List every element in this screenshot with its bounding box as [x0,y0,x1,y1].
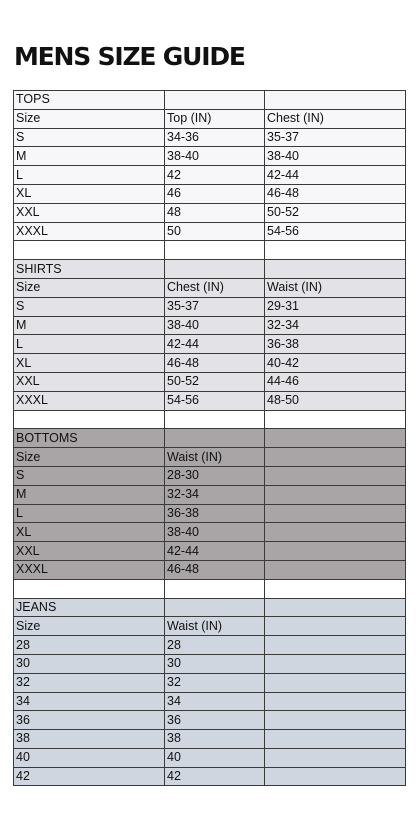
table-cell: 32 [14,673,165,692]
table-cell: 29-31 [265,297,406,316]
table-row [14,767,406,786]
table-row [14,203,406,222]
tops-column-header: Size [14,109,165,128]
empty-cell [265,504,406,523]
table-row [14,372,406,391]
table-cell: S [14,297,165,316]
table-cell: L [14,166,165,185]
table-cell: 50-52 [265,203,406,222]
empty-cell [265,241,406,260]
table-cell: XXL [14,542,165,561]
shirts-heading: SHIRTS [14,260,165,279]
table-row [14,504,406,523]
empty-cell [165,91,265,110]
table-row [14,147,406,166]
table-cell: 46-48 [165,560,265,579]
table-cell: XL [14,523,165,542]
table-cell: 36-38 [165,504,265,523]
table-cell: 50 [165,222,265,241]
empty-cell [265,598,406,617]
table-row [14,636,406,655]
size-guide-body [14,91,406,786]
empty-cell [165,241,265,260]
bottoms-heading: BOTTOMS [14,429,165,448]
table-cell: 30 [165,654,265,673]
table-row [14,485,406,504]
table-cell: 28 [165,636,265,655]
table-cell: 54-56 [165,391,265,410]
table-row [14,166,406,185]
empty-cell [265,523,406,542]
table-cell: 40 [14,748,165,767]
size-guide-table [13,90,406,786]
table-cell: 36-38 [265,335,406,354]
empty-cell [265,692,406,711]
empty-cell [265,410,406,429]
table-cell: 42 [165,767,265,786]
jeans-heading-row [14,598,406,617]
shirts-column-header: Size [14,278,165,297]
table-cell: 38-40 [165,147,265,166]
table-row [14,711,406,730]
table-cell: 50-52 [165,372,265,391]
jeans-column-header: Waist (IN) [165,617,265,636]
bottoms-heading-row [14,429,406,448]
table-cell: 40-42 [265,354,406,373]
table-cell: 46-48 [165,354,265,373]
table-cell: XXXL [14,391,165,410]
spacer-row [14,579,406,598]
table-cell: 34 [14,692,165,711]
empty-cell [165,598,265,617]
empty-cell [265,91,406,110]
table-row [14,297,406,316]
table-cell: S [14,128,165,147]
table-cell: 38-40 [165,523,265,542]
table-cell: 30 [14,654,165,673]
table-row [14,692,406,711]
empty-cell [14,410,165,429]
tops-heading: TOPS [14,91,165,110]
table-cell: 42-44 [165,335,265,354]
empty-cell [265,767,406,786]
table-row [14,335,406,354]
table-cell: 46 [165,184,265,203]
table-row [14,654,406,673]
table-cell: 42-44 [265,166,406,185]
empty-cell [265,617,406,636]
tops-column-header: Chest (IN) [265,109,406,128]
table-row [14,316,406,335]
table-cell: XXL [14,203,165,222]
table-cell: 35-37 [165,297,265,316]
table-cell: 32-34 [165,485,265,504]
table-cell: 28-30 [165,466,265,485]
table-cell: L [14,504,165,523]
table-cell: 42-44 [165,542,265,561]
table-cell: 38-40 [265,147,406,166]
table-cell: 48-50 [265,391,406,410]
shirts-column-header: Chest (IN) [165,278,265,297]
table-cell: 54-56 [265,222,406,241]
empty-cell [165,579,265,598]
table-cell: 44-46 [265,372,406,391]
empty-cell [265,654,406,673]
tops-column-header: Top (IN) [165,109,265,128]
tops-heading-row [14,91,406,110]
shirts-heading-row [14,260,406,279]
bottoms-column-header-row [14,448,406,467]
empty-cell [165,429,265,448]
table-cell: 34 [165,692,265,711]
table-cell: 42 [14,767,165,786]
table-row [14,673,406,692]
table-cell: XL [14,354,165,373]
table-cell: 46-48 [265,184,406,203]
empty-cell [265,429,406,448]
empty-cell [265,560,406,579]
table-cell: XXXL [14,222,165,241]
table-cell: 48 [165,203,265,222]
table-cell: S [14,466,165,485]
table-row [14,354,406,373]
empty-cell [265,730,406,749]
empty-cell [14,241,165,260]
table-cell: 35-37 [265,128,406,147]
table-cell: 28 [14,636,165,655]
jeans-column-header: Size [14,617,165,636]
table-cell: 40 [165,748,265,767]
table-row [14,391,406,410]
jeans-column-header-row [14,617,406,636]
table-row [14,184,406,203]
empty-cell [265,636,406,655]
empty-cell [265,260,406,279]
empty-cell [265,748,406,767]
spacer-row [14,241,406,260]
empty-cell [265,466,406,485]
table-cell: 38 [14,730,165,749]
table-cell: 42 [165,166,265,185]
table-cell: XXL [14,372,165,391]
empty-cell [265,673,406,692]
table-cell: 34-36 [165,128,265,147]
empty-cell [265,711,406,730]
table-row [14,128,406,147]
page-title: MENS SIZE GUIDE [14,42,245,71]
table-row [14,466,406,485]
jeans-heading: JEANS [14,598,165,617]
table-row [14,523,406,542]
bottoms-column-header: Waist (IN) [165,448,265,467]
table-cell: 36 [14,711,165,730]
shirts-column-header-row [14,278,406,297]
table-row [14,560,406,579]
empty-cell [14,579,165,598]
table-cell: L [14,335,165,354]
table-cell: XXXL [14,560,165,579]
empty-cell [165,410,265,429]
table-cell: 32 [165,673,265,692]
spacer-row [14,410,406,429]
empty-cell [265,485,406,504]
table-cell: 32-34 [265,316,406,335]
tops-column-header-row [14,109,406,128]
table-cell: 38 [165,730,265,749]
table-cell: 36 [165,711,265,730]
empty-cell [265,579,406,598]
empty-cell [265,448,406,467]
bottoms-column-header: Size [14,448,165,467]
table-cell: M [14,485,165,504]
table-row [14,730,406,749]
table-row [14,222,406,241]
shirts-column-header: Waist (IN) [265,278,406,297]
table-cell: M [14,316,165,335]
table-row [14,542,406,561]
table-cell: XL [14,184,165,203]
table-cell: 38-40 [165,316,265,335]
empty-cell [165,260,265,279]
table-row [14,748,406,767]
table-cell: M [14,147,165,166]
empty-cell [265,542,406,561]
